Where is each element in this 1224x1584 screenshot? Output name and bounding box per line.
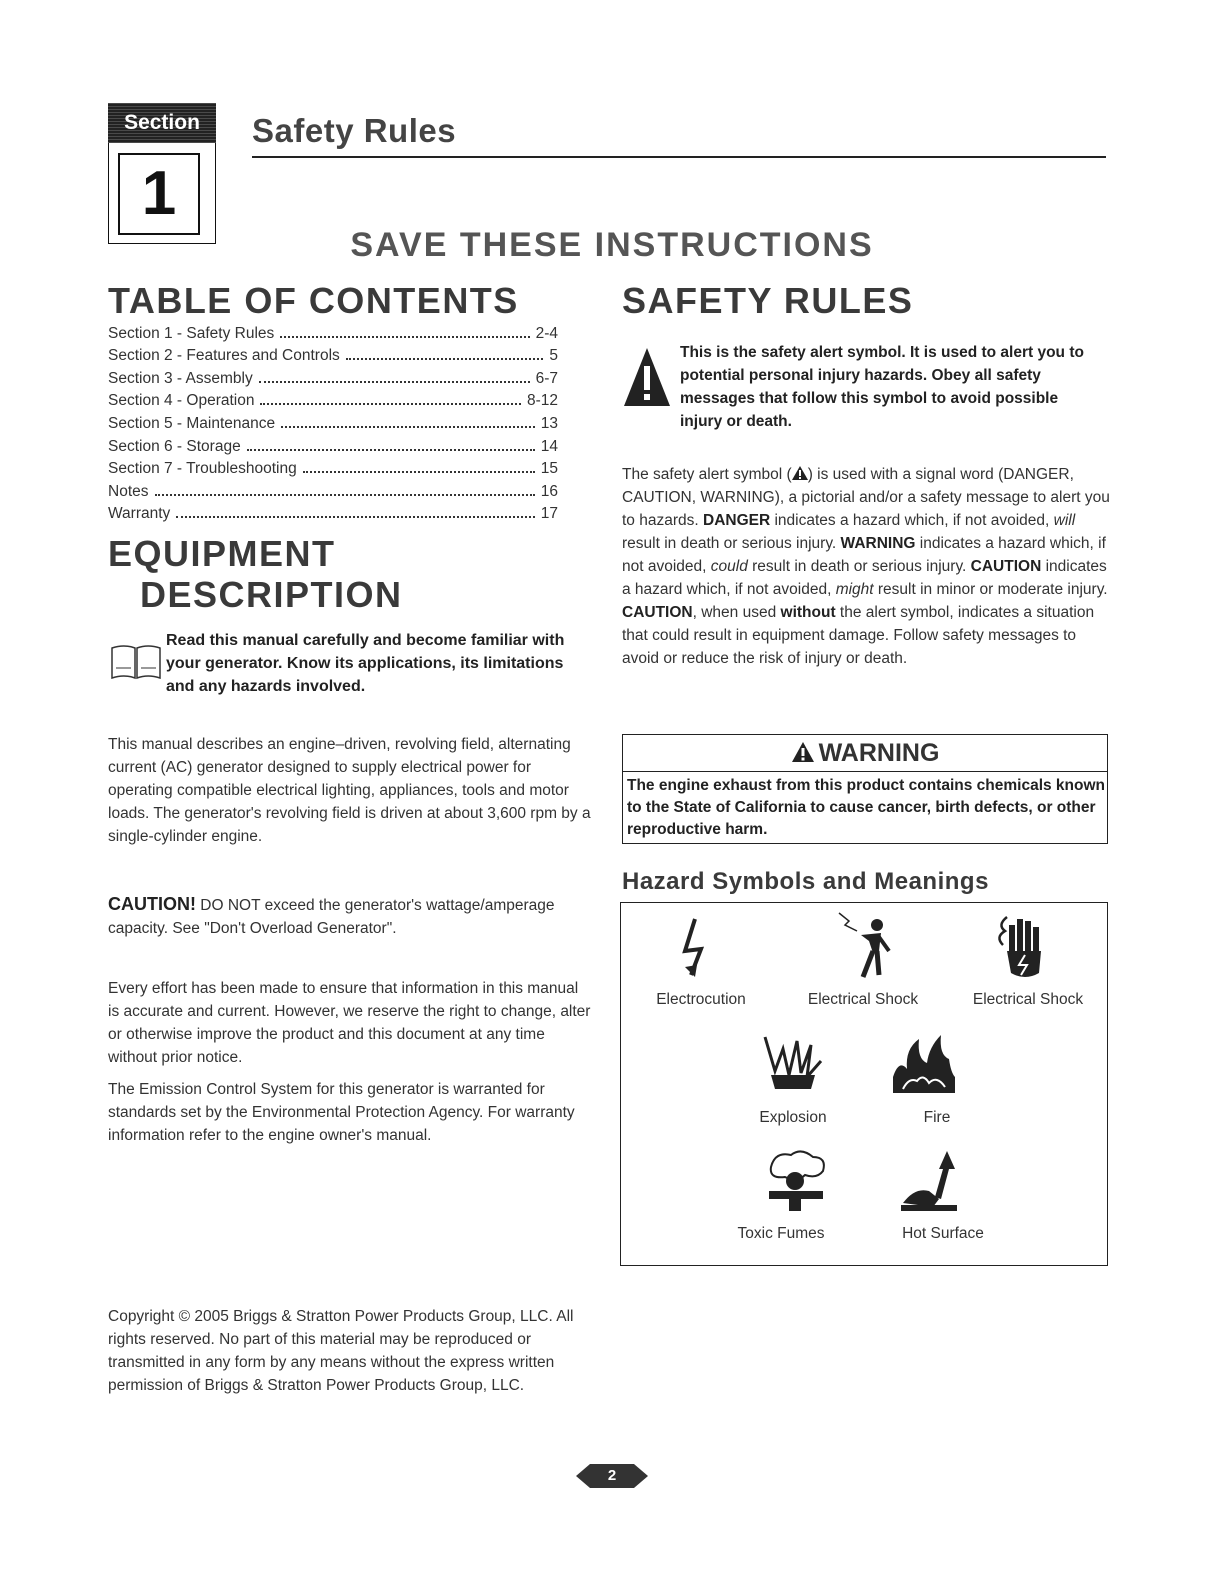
warning-text: The engine exhaust from this product contains chemicals known to the State of California to cause cancer, birth defects, or other reproductive harm. [627, 777, 1106, 838]
electrical-shock-hand-icon [987, 911, 1047, 983]
hazard-symbols-heading: Hazard Symbols and Meanings [622, 868, 989, 895]
electrocution-icon [671, 915, 727, 979]
warning-alert-icon [791, 741, 815, 763]
toc-item[interactable]: Section 6 - Storage 14 [108, 437, 558, 455]
page-number: 2 [576, 1462, 648, 1490]
read-manual-notice: Read this manual carefully and become familiar with your generator. Know its applications, its limitations and any hazards involved. [166, 632, 565, 695]
generator-description: This manual describes an engine–driven, revolving field, alternating current (AC) generator designed to supply electrical power for operating compatible electrical lighting, appliances, tools and motor loads. The generator's revolving field is driven at about 3,600 rpm by a single-cylinder engine. [108, 736, 591, 845]
danger-word: DANGER [703, 512, 771, 529]
hazard-label: Hot Surface [902, 1225, 984, 1242]
toc-heading: TABLE OF CONTENTS [108, 280, 519, 321]
hazard-label: Electrocution [656, 991, 746, 1008]
safety-rules-heading: SAFETY RULES [622, 280, 914, 321]
toc-item[interactable]: Warranty 17 [108, 505, 558, 523]
hazard-label: Explosion [759, 1109, 827, 1126]
warning-word: WARNING [840, 535, 916, 552]
toc-item[interactable]: Section 3 - Assembly 6-7 [108, 369, 558, 387]
toc-item[interactable]: Section 7 - Troubleshooting 15 [108, 460, 558, 478]
warning-heading: WARNING [623, 735, 1107, 772]
emission-warranty-note: The Emission Control System for this generator is warranted for standards set by the Environmental Protection Agency. For warranty information refer to the engine owner's manual. [108, 1081, 575, 1144]
section-number: 1 [118, 153, 200, 235]
fire-icon [889, 1029, 957, 1095]
explosion-icon [761, 1031, 825, 1095]
hot-surface-icon [899, 1147, 959, 1213]
toc-item[interactable]: Section 1 - Safety Rules 2-4 [108, 324, 558, 342]
save-instructions-heading: SAVE THESE INSTRUCTIONS [350, 226, 874, 264]
accuracy-disclaimer: Every effort has been made to ensure that information in this manual is accurate and current. However, we reserve the right to change, alter or otherwise improve the product and this document at any time without prior notice. [108, 980, 591, 1066]
hazard-symbols-box [620, 902, 1108, 1266]
california-warning-box [622, 734, 1108, 844]
page-title: Safety Rules [252, 112, 457, 149]
table-of-contents [108, 320, 558, 523]
safety-alert-description: This is the safety alert symbol. It is used to alert you to potential personal injury hazards. Obey all safety messages that follow this symbol to avoid possible injury or death. [680, 344, 1084, 430]
electrical-shock-person-icon [833, 911, 893, 983]
description-heading: DESCRIPTION [140, 574, 403, 615]
toc-item[interactable]: Section 4 - Operation 8-12 [108, 392, 558, 410]
manual-book-icon [110, 640, 162, 680]
hazard-label: Electrical Shock [807, 991, 919, 1008]
caution-word: CAUTION [622, 604, 693, 621]
hazard-label: Electrical Shock [972, 991, 1084, 1008]
equipment-heading: EQUIPMENT [108, 533, 336, 574]
toxic-fumes-icon [761, 1147, 831, 1213]
caution-paragraph [108, 893, 593, 940]
caution-text: DO NOT exceed the generator's wattage/amperage capacity. See "Don't Overload Generator". [108, 897, 555, 937]
caution-label: CAUTION! [108, 894, 196, 914]
safety-alert-icon [622, 344, 672, 410]
toc-item[interactable]: Section 2 - Features and Controls 5 [108, 347, 558, 365]
toc-item[interactable]: Section 5 - Maintenance 13 [108, 414, 558, 432]
signal-words-paragraph: The safety alert symbol ( ) is used with a signal word (DANGER, CAUTION, WARNING), a pictorial and/or a safety message to alert you to hazards. DANGER indicates a hazard which, if not avoided, will result in death or serious injury. WARNING indicates a hazard which, if not avoided, could result in death or serious injury. CAUTION indicates a hazard which, if not avoided, might result in minor or moderate injury. CAUTION, when used without the alert symbol, indicates a situation that could result in equipment damage. Follow safety messages to avoid or reduce the risk of injury or death. [622, 466, 1110, 667]
hazard-label: Toxic Fumes [737, 1225, 825, 1242]
caution-word: CAUTION [970, 558, 1042, 575]
hazard-label: Fire [923, 1109, 951, 1126]
header-rule [252, 156, 1106, 158]
section-badge [108, 103, 216, 245]
section-label: Section [108, 103, 216, 143]
copyright-notice: Copyright © 2005 Briggs & Stratton Power Products Group, LLC. All rights reserved. No part of this material may be reproduced or transmitted in any form by any means without the express written permission of Briggs & Stratton Power Products Group, LLC. [108, 1308, 574, 1394]
toc-item[interactable]: Notes 16 [108, 482, 558, 500]
inline-alert-icon [792, 466, 808, 480]
